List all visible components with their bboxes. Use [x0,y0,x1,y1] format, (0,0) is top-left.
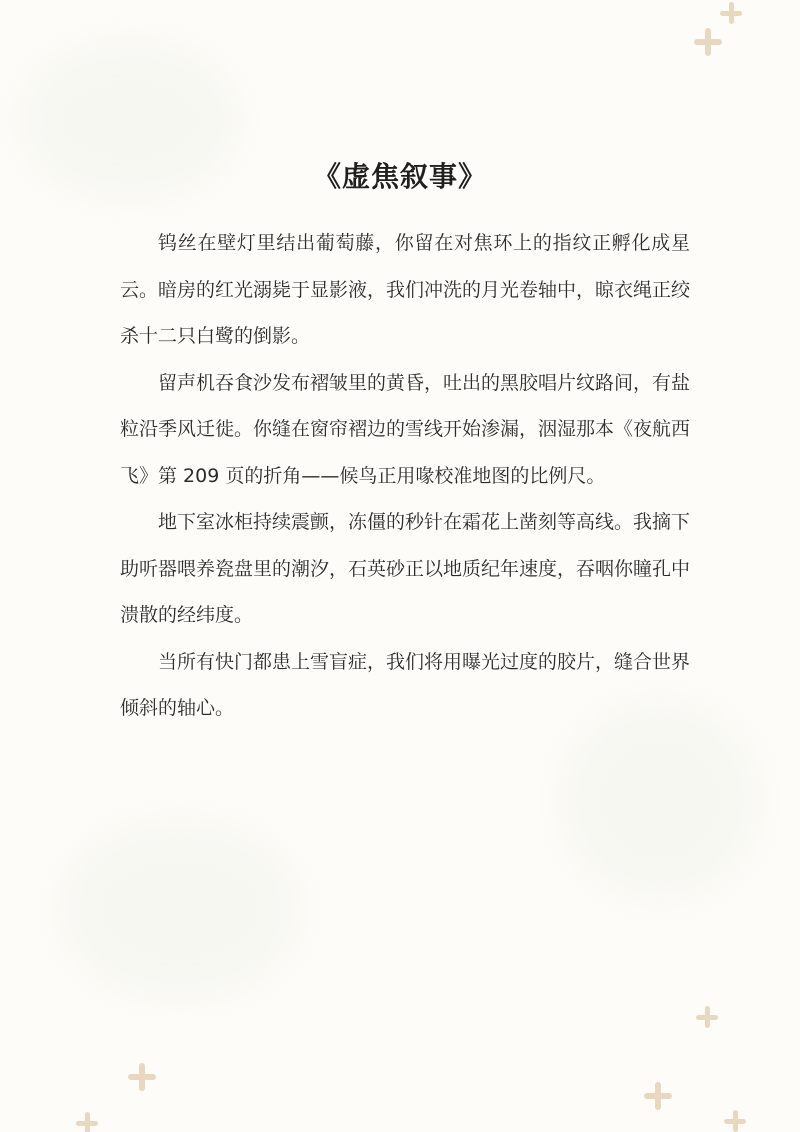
plus-decoration-icon [724,1110,746,1132]
plus-decoration-icon [720,2,742,24]
background-texture [60,820,300,1000]
document-body [120,220,690,732]
plus-decoration-icon [694,28,722,56]
plus-decoration-icon [644,1082,672,1110]
plus-decoration-icon [696,1006,718,1028]
document-title: 《虚焦叙事》 [312,160,487,193]
plus-decoration-icon [76,1112,98,1132]
paragraph: 钨丝在壁灯里结出葡萄藤，你留在对焦环上的指纹正孵化成星云。暗房的红光溺毙于显影液，我们冲洗的月光卷轴中，晾衣绳正绞杀十二只白鹭的倒影。 [120,232,691,347]
paragraph: 当所有快门都患上雪盲症，我们将用曝光过度的胶片，缝合世界倾斜的轴心。 [120,650,691,719]
paragraph: 地下室冰柜持续震颤，冻僵的秒针在霜花上凿刻等高线。我摘下助听器喂养瓷盘里的潮汐，石英砂正以地质纪年速度，吞咽你瞳孔中溃散的经纬度。 [120,511,691,626]
plus-decoration-icon [128,1063,156,1091]
paragraph: 留声机吞食沙发布褶皱里的黄昏，吐出的黑胶唱片纹路间，有盐粒沿季风迁徙。你缝在窗帘褶边的雪线开始渗漏，洇湿那本《夜航西飞》第 209 页的折角——候鸟正用喙校准地图的比例尺。 [120,371,691,487]
